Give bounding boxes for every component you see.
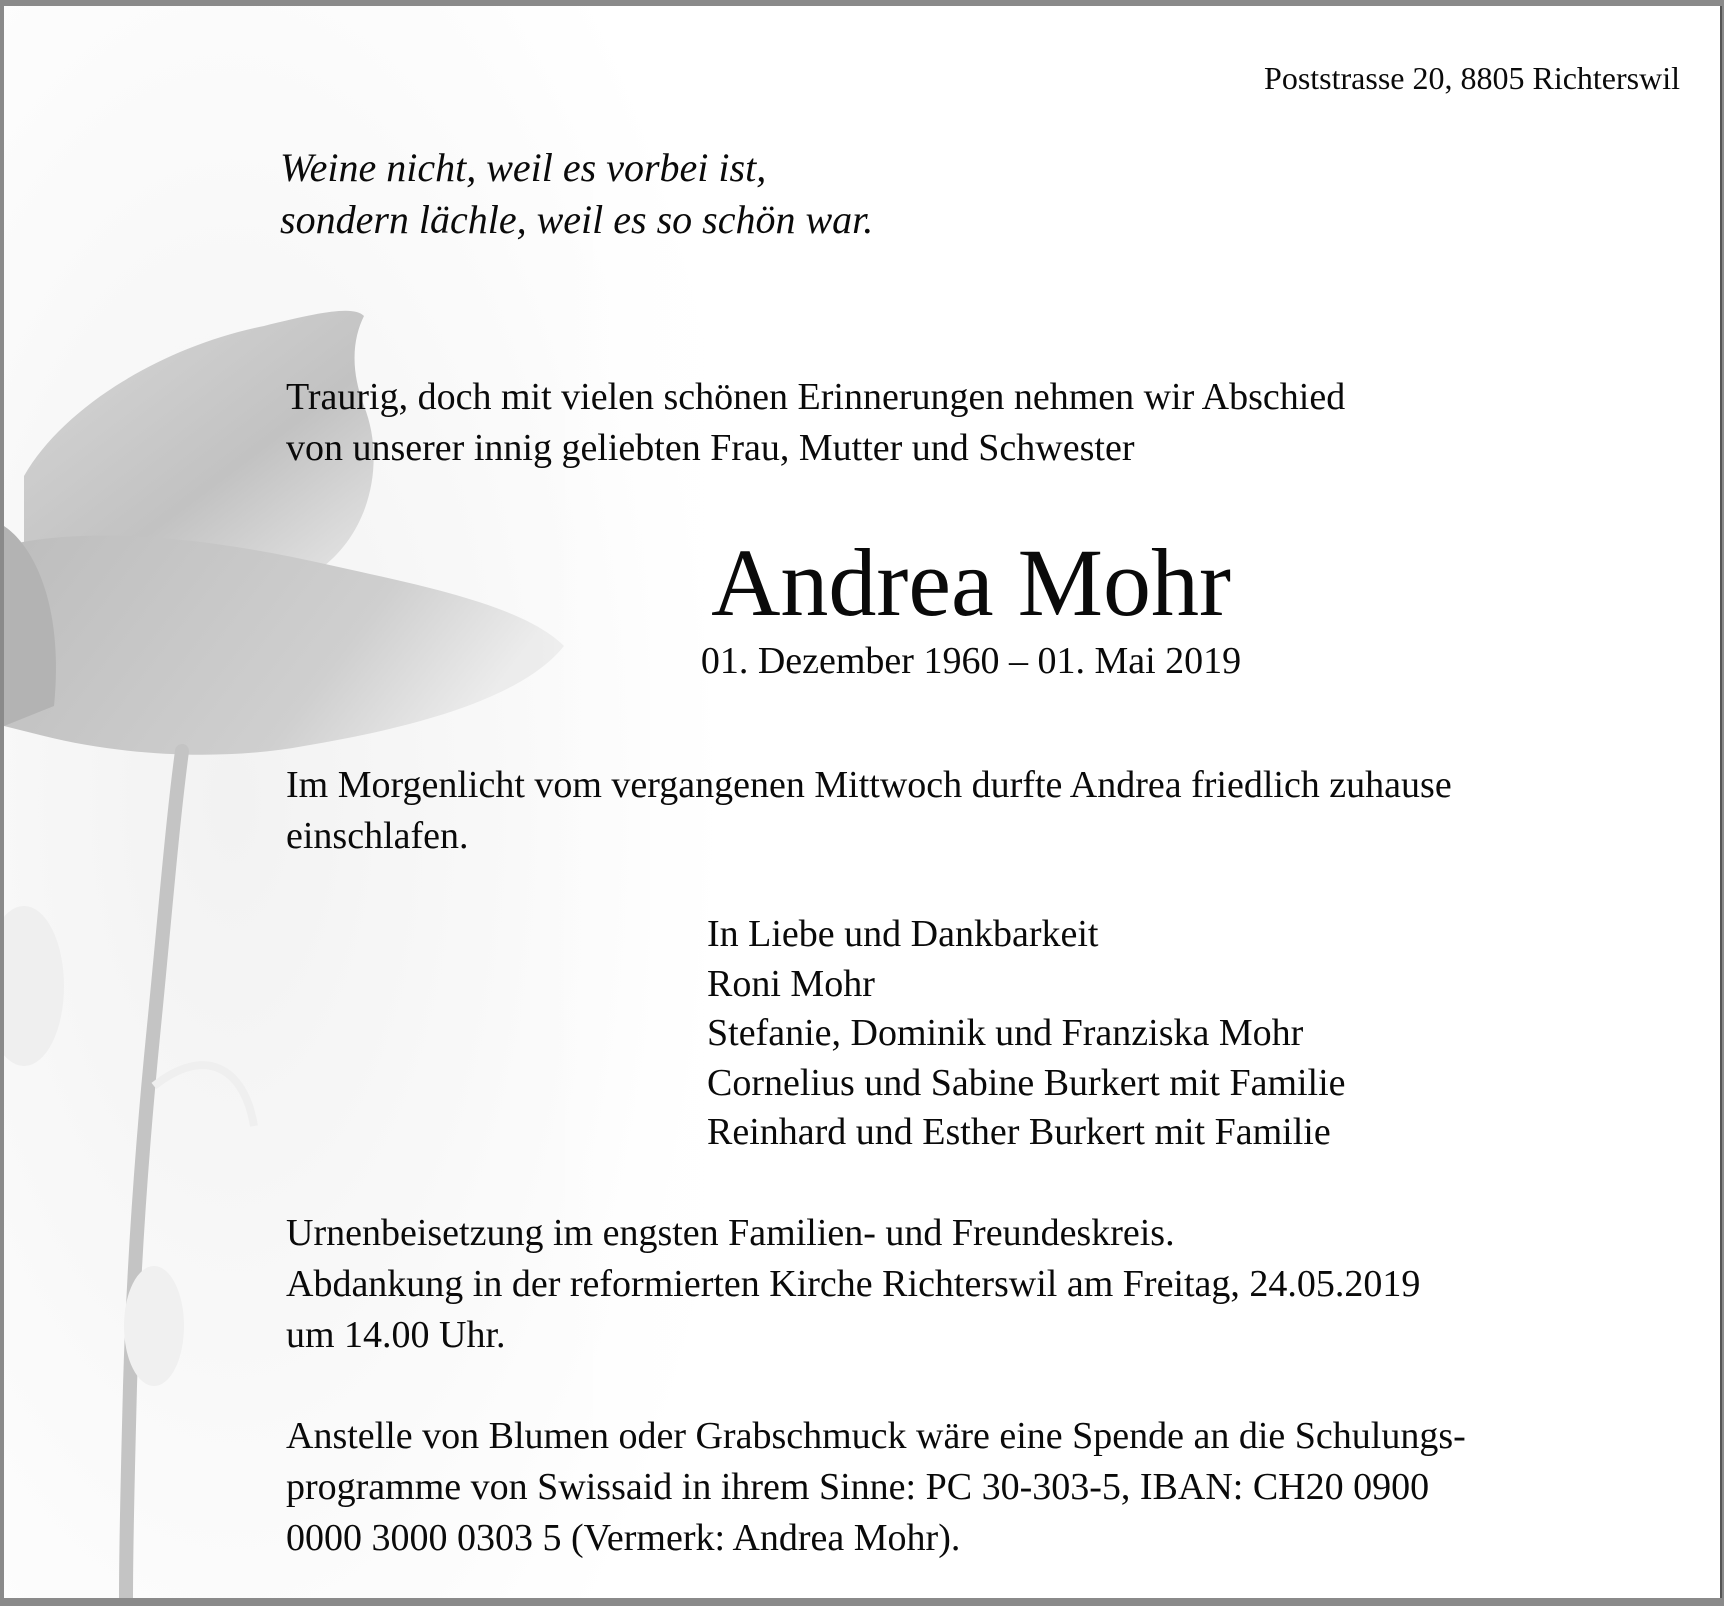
announcement-text: [286, 760, 1452, 862]
announcement-line: Im Morgenlicht vom vergangenen Mittwoch durfte Andrea friedlich zuhause: [286, 764, 1452, 806]
ceremony-line: Abdankung in der reformierten Kirche Richterswil am Freitag, 24.05.2019: [286, 1263, 1421, 1305]
motto-line: sondern lächle, weil es so schön war.: [280, 197, 874, 242]
life-dates: 01. Dezember 1960 – 01. Mai 2019: [700, 640, 1242, 682]
donation-line: programme von Swissaid in ihrem Sinne: PC 30-303-5, IBAN: CH20 0900: [286, 1466, 1430, 1508]
obituary-notice: [4, 6, 1722, 1598]
address: Poststrasse 20, 8805 Richterswil: [1264, 60, 1680, 96]
intro-line: von unserer innig geliebten Frau, Mutter und Schwester: [286, 427, 1135, 469]
signoff-line: In Liebe und Dankbarkeit: [707, 913, 1099, 955]
signoff-line: Roni Mohr: [707, 962, 875, 1005]
donation-line: 0000 3000 0303 5 (Vermerk: Andrea Mohr).: [286, 1517, 961, 1559]
motto-line: Weine nicht, weil es vorbei ist,: [280, 145, 767, 190]
donation-info: [286, 1411, 1466, 1564]
donation-line: Anstelle von Blumen oder Grabschmuck wäre eine Spende an die Schulungs-: [286, 1415, 1466, 1457]
deceased-name: Andrea Mohr: [711, 529, 1231, 636]
announcement-line: einschlafen.: [286, 815, 469, 857]
ceremony-line: Urnenbeisetzung im engsten Familien- und Freundeskreis.: [286, 1212, 1175, 1254]
signoff-line: Cornelius und Sabine Burkert mit Familie: [707, 1061, 1346, 1104]
ceremony-line: um 14.00 Uhr.: [286, 1314, 506, 1356]
signoff-line: Stefanie, Dominik und Franziska Mohr: [707, 1012, 1304, 1054]
intro-text: [286, 372, 1345, 474]
intro-line: Traurig, doch mit vielen schönen Erinnerungen nehmen wir Abschied: [286, 376, 1346, 418]
motto-quote: [280, 142, 873, 246]
signoff-line: Reinhard und Esther Burkert mit Familie: [707, 1111, 1331, 1153]
family-signoff: [707, 910, 1346, 1158]
ceremony-info: [286, 1208, 1420, 1361]
